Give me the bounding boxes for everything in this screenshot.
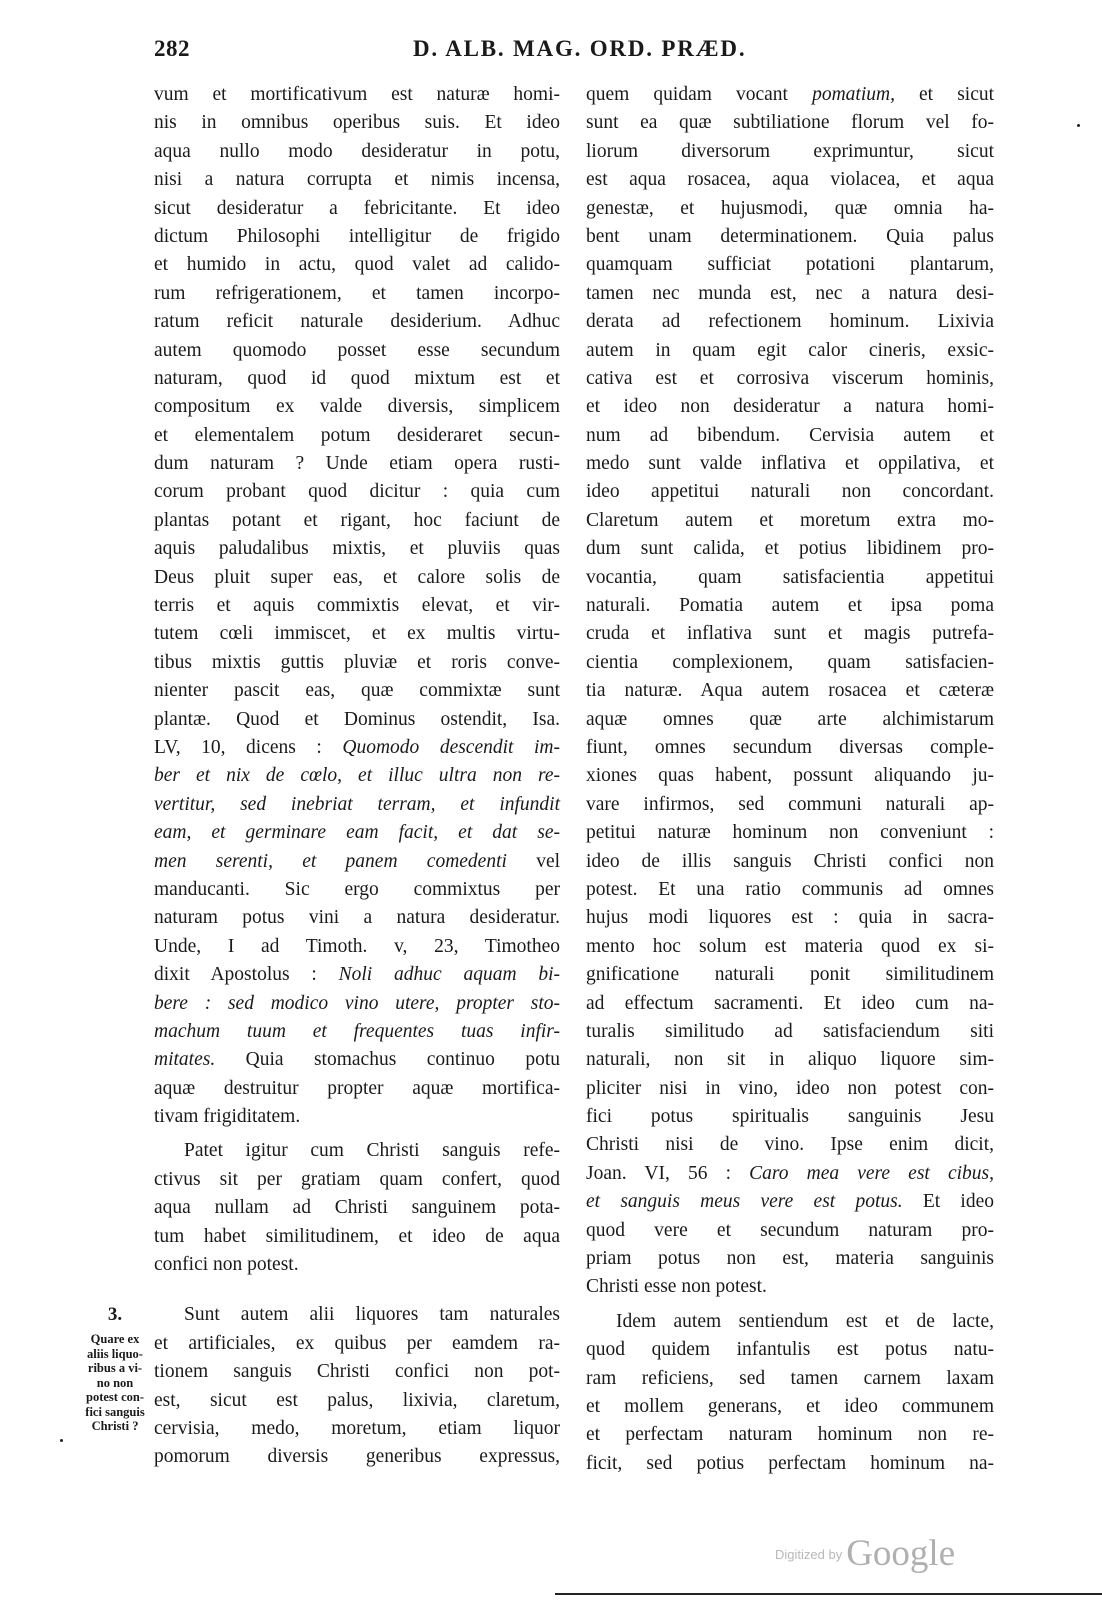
text-line: cervisia, medo, moretum, etiam liquor	[154, 1417, 560, 1439]
roman-span: Et ideo	[922, 1191, 995, 1213]
text-line: nisi a natura corrupta et nimis incensa,	[154, 169, 560, 191]
text-line: mento hoc solum est materia quod ex si-	[586, 935, 994, 957]
text-line: quamquam sufficiat potationi plantarum,	[586, 254, 994, 276]
text-line: aquæ omnes quæ arte alchimistarum	[586, 708, 994, 730]
text-line: Christi nisi de vino. Ipse enim dicit,	[586, 1134, 994, 1156]
text-line: et perfectam naturam hominum non re-	[586, 1424, 994, 1446]
margin-note-line: potest con-	[86, 1390, 144, 1404]
text-line: sunt ea quæ subtiliatione florum vel fo-	[586, 112, 994, 134]
scan-speck	[60, 1439, 63, 1442]
text-line: cientia complexionem, quam satisfacien-	[586, 651, 994, 673]
text-line: fiunt, omnes secundum diversas comple-	[586, 736, 994, 758]
text-line: bere : sed modico vino utere, propter sto-	[154, 992, 560, 1014]
margin-note-text	[76, 1332, 154, 1434]
running-title: D. ALB. MAG. ORD. PRÆD.	[413, 36, 747, 61]
scan-edge-rule	[555, 1593, 1102, 1595]
text-line: naturali, non sit in aliquo liquore sim-	[586, 1049, 994, 1071]
text-line: quod quidem infantulis est potus natu-	[586, 1339, 994, 1361]
text-line: ratum reficit naturale desiderium. Adhuc	[154, 311, 560, 333]
text-line: autem quomodo posset esse secundum	[154, 339, 560, 361]
italic-span: mitates.	[154, 1049, 216, 1071]
text-line: genestæ, et hujusmodi, quæ omnia ha-	[586, 197, 994, 219]
text-line	[586, 1160, 994, 1188]
text-line: confici non potest.	[154, 1254, 299, 1276]
text-line: ram reficiens, sed tamen carnem laxam	[586, 1367, 994, 1389]
text-line: nis in omnibus operibus suis. Et ideo	[154, 112, 560, 134]
text-line: priam potus non est, materia sanguinis	[586, 1248, 994, 1270]
text-line: plantæ. Quod et Dominus ostendit, Isa.	[154, 708, 560, 730]
text-line: vare infirmos, sed communi naturali ap-	[586, 793, 994, 815]
text-line: num ad bibendum. Cervisia autem et	[586, 424, 994, 446]
text-line: naturam, quod id quod mixtum est et	[154, 367, 560, 389]
text-line: petitui naturæ hominum non conveniunt :	[586, 822, 994, 844]
text-line: cruda et inflativa sunt et magis putrefa-	[586, 623, 994, 645]
text-line: dum sunt calida, et potius libidinem pro-	[586, 538, 994, 560]
text-line: ad effectum sacramenti. Et ideo cum na-	[586, 992, 994, 1014]
roman-span: dixit Apostolus :	[154, 964, 317, 986]
margin-note-line: aliis liquo-	[87, 1346, 143, 1361]
text-line	[154, 1046, 560, 1074]
italic-span: men serenti, et panem comedenti	[154, 850, 507, 872]
text-line: fici potus spiritualis sanguinis Jesu	[586, 1106, 994, 1128]
text-line: vertitur, sed inebriat terram, et infundit	[154, 793, 560, 815]
margin-note-number: 3.	[107, 1304, 123, 1325]
text-line: plantas potant et rigant, hoc faciunt de	[154, 509, 560, 531]
roman-span: LV, 10, dicens :	[154, 736, 322, 758]
text-line: autem in quam egit calor cineris, exsic-	[586, 339, 994, 361]
text-line: dum naturam ? Unde etiam opera rusti-	[154, 453, 560, 475]
margin-note-line: Christi ?	[91, 1419, 139, 1433]
google-logo: Google	[846, 1533, 956, 1574]
text-line: tamen nec munda est, nec a natura desi-	[586, 282, 994, 304]
text-line: Patet igitur cum Christi sanguis refe-	[184, 1140, 560, 1162]
text-line: ideo appetitui naturali non concordant.	[586, 481, 994, 503]
margin-note	[76, 1302, 154, 1434]
text-line: tia naturæ. Aqua autem rosacea et cæteræ	[586, 680, 994, 702]
text-line: aquis paludalibus mixtis, et pluviis quas	[154, 538, 560, 560]
text-line: Unde, I ad Timoth. v, 23, Timotheo	[154, 935, 560, 957]
left-column	[154, 81, 560, 1472]
text-line: vocantia, quam satisfacientia appetitui	[586, 566, 994, 588]
text-line: naturali. Pomatia autem et ipsa poma	[586, 595, 994, 617]
text-line	[154, 961, 560, 989]
roman-span: vel	[536, 850, 561, 872]
text-line: corum probant quod dicitur : quia cum	[154, 481, 560, 503]
text-line	[154, 734, 560, 762]
text-line: potest. Et una ratio communis ad omnes	[586, 878, 994, 900]
text-line: eam, et germinare eam facit, et dat se-	[154, 822, 560, 844]
right-column	[586, 81, 994, 1478]
text-line: Deus pluit super eas, et calore solis de	[154, 566, 560, 588]
text-line: et mollem generans, et ideo communem	[586, 1395, 994, 1417]
digitized-watermark	[775, 1532, 955, 1575]
italic-span: Caro mea vere est cibus,	[749, 1162, 994, 1184]
page-header	[0, 36, 1102, 72]
text-line: ctivus sit per gratiam quam confert, quod	[154, 1168, 560, 1190]
text-line: tionem sanguis Christi confici non pot-	[154, 1361, 560, 1383]
roman-span: et sicut	[919, 84, 995, 105]
text-line: et artificiales, ex quibus per eamdem ra-	[154, 1332, 560, 1354]
margin-note-line: Quare ex	[90, 1332, 140, 1346]
text-line: nienter pascit eas, quæ commixtæ sunt	[154, 680, 560, 702]
page-number: 282	[154, 36, 190, 61]
italic-span: et sanguis meus vere est potus.	[586, 1191, 903, 1213]
italic-span: pomatium,	[812, 84, 895, 105]
text-line: quod vere et secundum naturam pro-	[586, 1219, 994, 1241]
text-line: derata ad refectionem hominum. Lixivia	[586, 311, 994, 333]
text-line: Sunt autem alii liquores tam naturales	[184, 1304, 560, 1326]
roman-span: Joan. VI, 56 :	[586, 1162, 731, 1184]
text-line: et elementalem potum desideraret secun-	[154, 424, 560, 446]
text-line: et humido in actu, quod valet ad calido-	[154, 254, 560, 276]
text-line: est, sicut est palus, lixivia, claretum,	[154, 1389, 560, 1411]
italic-span: Noli adhuc aquam bi-	[338, 964, 560, 986]
text-line: aquæ destruitur propter aquæ mortifica-	[154, 1077, 560, 1099]
margin-note-line: ribus a vi-	[87, 1361, 143, 1375]
text-line: liorum diversorum exprimuntur, sicut	[586, 140, 994, 162]
text-line: terris et aquis commixtis elevat, et vir-	[154, 595, 560, 617]
text-line: manducanti. Sic ergo commixtus per	[154, 878, 560, 900]
text-line: tutem cœli immiscet, et ex multis virtu-	[154, 623, 560, 645]
text-line: naturam potus vini a natura desideratur.	[154, 907, 560, 929]
text-line: turalis similitudo ad satisfaciendum siti	[586, 1020, 994, 1042]
text-line: pomorum diversis generibus expressus,	[154, 1446, 560, 1468]
text-line: rum refrigerationem, et tamen incorpo-	[154, 282, 560, 304]
text-line	[586, 81, 994, 109]
text-line: bent unam determinationem. Quia palus	[586, 225, 994, 247]
text-line: ber et nix de cœlo, et illuc ultra non re-	[154, 765, 560, 787]
text-line: Claretum autem et moretum extra mo-	[586, 509, 994, 531]
text-line: cativa est et corrosiva viscerum hominis,	[586, 367, 994, 389]
text-line: tivam frigiditatem.	[154, 1106, 301, 1128]
roman-span: quem quidam vocant	[586, 84, 788, 105]
text-line: ideo de illis sanguis Christi confici non	[586, 850, 994, 872]
text-line: compositum ex valde diversis, simplicem	[154, 396, 560, 418]
text-line: aqua nullam ad Christi sanguinem pota-	[154, 1197, 560, 1219]
text-line: et ideo non desideratur a natura homi-	[586, 396, 994, 418]
text-line: tibus mixtis guttis pluviæ et roris conve-	[154, 651, 560, 673]
text-line: Idem autem sentiendum est et de lacte,	[616, 1310, 994, 1332]
text-line: dictum Philosophi intelligitur de frigido	[154, 225, 560, 247]
text-line: vum et mortificativum est naturæ homi-	[154, 84, 560, 105]
text-line: tum habet similitudinem, et ideo de aqua	[154, 1225, 560, 1247]
text-line: Christi esse non potest.	[586, 1276, 767, 1298]
text-line	[586, 1188, 994, 1216]
roman-span: Quia stomachus continuo potu	[245, 1049, 561, 1071]
text-line: medo sunt valde inflativa et oppilativa, et	[586, 453, 994, 475]
scan-speck	[1077, 124, 1080, 127]
margin-note-line: no non	[96, 1375, 134, 1390]
italic-span: Quomodo descendit im-	[342, 736, 560, 758]
text-line: aqua nullo modo desideratur in potu,	[154, 140, 560, 162]
text-line: est aqua rosacea, aqua violacea, et aqua	[586, 169, 994, 191]
text-line	[154, 848, 560, 876]
text-line: gnificatione naturali ponit similitudinem	[586, 964, 994, 986]
text-line: machum tuum et frequentes tuas infir-	[154, 1020, 560, 1042]
text-line: xiones quas habent, possunt aliquando ju-	[586, 765, 994, 787]
margin-note-line: fici sanguis	[85, 1404, 145, 1419]
text-line: ficit, sed potius perfectam hominum na-	[586, 1452, 994, 1474]
text-line: sicut desideratur a febricitante. Et ideo	[154, 197, 560, 219]
digitized-label: Digitized by	[775, 1547, 843, 1562]
text-line: hujus modi liquores est : quia in sacra-	[586, 907, 994, 929]
text-line: pliciter nisi in vino, ideo non potest con-	[586, 1077, 994, 1099]
